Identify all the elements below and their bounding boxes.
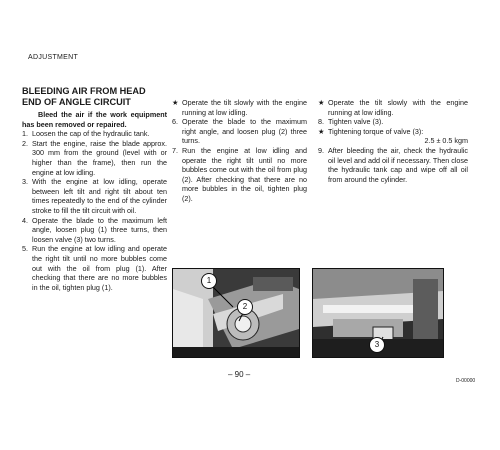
- step-7: [172, 146, 307, 204]
- star-marker: ★: [318, 126, 325, 136]
- step-text: After bleeding the air, check the hydraulic oil level and add oil if necessary. Then close the hydraulic tank cap and wipe off all oil from around the cylinder.: [328, 145, 468, 184]
- step-number: 8.: [318, 117, 324, 127]
- step-text: Operate the blade to the maximum left angle, loosen plug (1) three turns, then loosen valve (3) two turns.: [32, 215, 167, 244]
- step-number: 3.: [22, 177, 28, 187]
- step-8: [318, 117, 468, 127]
- callout-1: 1: [201, 273, 217, 289]
- reference-code: D-00000: [456, 378, 476, 384]
- step-9: [318, 146, 468, 184]
- step-number: 1.: [22, 129, 28, 139]
- step-4: [22, 216, 167, 245]
- step-text: Start the engine, raise the blade approx. 300 mm from the ground (level with or higher than the frame), then run the engine at low idling.: [32, 138, 167, 177]
- intro-text: Bleed the air if the work equipment has been removed or repaired.: [22, 110, 167, 129]
- column-2: [172, 98, 307, 204]
- note-text: Operate the tilt slowly with the engine running at low idling.: [182, 98, 307, 117]
- step-text: Tighten valve (3).: [328, 117, 384, 127]
- step-number: 9.: [318, 145, 324, 155]
- step-number: 4.: [22, 215, 28, 225]
- step-text: Operate the blade to the maximum right angle, and loosen plug (2) three turns.: [182, 117, 307, 146]
- page-number: – 90 –: [228, 370, 251, 379]
- step-number: 2.: [22, 138, 28, 148]
- star-marker: ★: [172, 98, 179, 107]
- step-3: [22, 177, 167, 215]
- torque-value: 2.5 ± 0.5 kgm: [424, 136, 468, 146]
- section-title-line1: BLEEDING AIR FROM HEAD: [22, 86, 146, 96]
- callout-3: 3: [369, 337, 385, 353]
- step-number: 5.: [22, 244, 28, 254]
- step-text: Run the engine at low idling and operate the right tilt until no more bubbles come out with the oil from plug (1). After checking that there are no more bubbles in the oil, tighten plug (1).: [32, 244, 167, 292]
- callout-2: 2: [237, 299, 253, 315]
- photo-plugs-1-2: [172, 268, 300, 358]
- note-text: Operate the tilt slowly with the engine running at low idling.: [328, 98, 468, 117]
- step-text: Loosen the cap of the hydraulic tank.: [32, 129, 150, 139]
- step-5: [22, 244, 167, 292]
- step-text: Run the engine at low idling and operate the right tilt until no more bubbles come out with the oil from plug (2). After checking that there are no more bubbles in the oil, tighten plug (2).: [182, 145, 307, 203]
- photo-valve-3: [312, 268, 444, 358]
- section-header: ADJUSTMENT: [28, 54, 79, 61]
- note-tilt-slowly: [172, 98, 307, 117]
- section-title-line2: END OF ANGLE CIRCUIT: [22, 96, 131, 107]
- note-torque: [318, 127, 468, 137]
- column-3: [318, 98, 468, 184]
- step-number: 6.: [172, 117, 178, 127]
- photo-illustration: [173, 269, 299, 357]
- note-tilt-slowly-2: [318, 98, 468, 117]
- step-1: [22, 129, 167, 139]
- step-number: 7.: [172, 145, 178, 155]
- step-text: With the engine at low idling, operate between left tilt and right tilt about ten times repeatedly to the end of the cylinder stroke to fill the tilt circuit with oil.: [32, 177, 167, 215]
- note-text: Tightening torque of valve (3):: [328, 126, 424, 136]
- step-2: [22, 139, 167, 177]
- column-1: [22, 86, 167, 292]
- step-6: [172, 117, 307, 146]
- star-marker: ★: [318, 98, 325, 107]
